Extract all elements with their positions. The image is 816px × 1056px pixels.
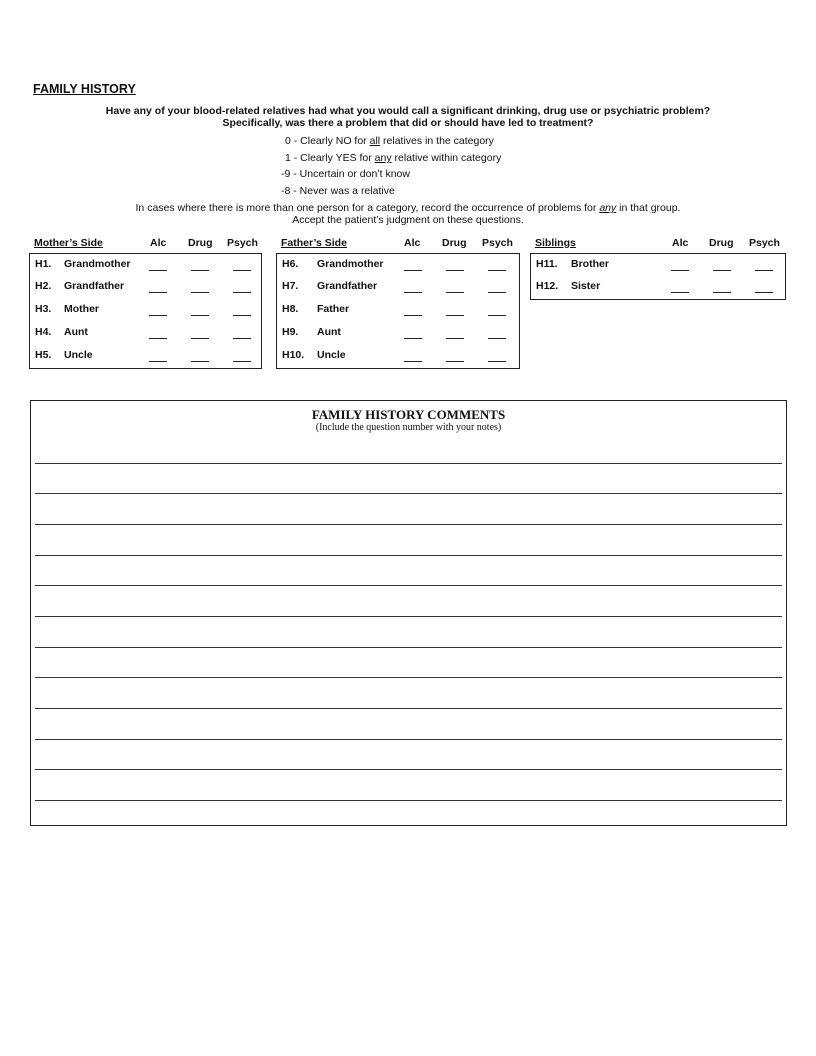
question-line-1: Have any of your blood-related relatives had what you would call a significant drinking, drug use or psychiatric problem? bbox=[105, 105, 711, 117]
row-relative: Father bbox=[317, 303, 350, 315]
mothers-side-header: Mother’s Side bbox=[34, 237, 103, 249]
h2-drug-field[interactable] bbox=[191, 292, 209, 293]
comment-line[interactable] bbox=[35, 585, 782, 586]
h11-drug-field[interactable] bbox=[713, 270, 731, 271]
row-number: H2. bbox=[35, 280, 52, 292]
h4-drug-field[interactable] bbox=[191, 338, 209, 339]
row-number: H7. bbox=[282, 280, 299, 292]
col-psych-1: Psych bbox=[227, 237, 258, 249]
col-psych-2: Psych bbox=[482, 237, 513, 249]
comment-line[interactable] bbox=[35, 616, 782, 617]
row-h9 bbox=[282, 326, 514, 340]
code-minus-8: -8 - Never was a relative bbox=[281, 185, 395, 197]
row-relative: Sister bbox=[571, 280, 601, 292]
col-alc-1: Alc bbox=[150, 237, 167, 249]
row-relative: Mother bbox=[64, 303, 99, 315]
h2-alc-field[interactable] bbox=[149, 292, 167, 293]
row-h6 bbox=[282, 258, 514, 272]
comment-line[interactable] bbox=[35, 493, 782, 494]
h1-drug-field[interactable] bbox=[191, 270, 209, 271]
h5-alc-field[interactable] bbox=[149, 361, 167, 362]
row-relative: Aunt bbox=[64, 326, 88, 338]
h8-psych-field[interactable] bbox=[488, 315, 506, 316]
h10-drug-field[interactable] bbox=[446, 361, 464, 362]
comments-subtitle: (Include the question number with your notes) bbox=[315, 422, 502, 433]
row-relative: Uncle bbox=[317, 349, 346, 361]
h6-drug-field[interactable] bbox=[446, 270, 464, 271]
h4-alc-field[interactable] bbox=[149, 338, 167, 339]
row-h4 bbox=[35, 326, 255, 340]
h6-psych-field[interactable] bbox=[488, 270, 506, 271]
h8-alc-field[interactable] bbox=[404, 315, 422, 316]
comment-line[interactable] bbox=[35, 677, 782, 678]
row-relative: Grandmother bbox=[317, 258, 384, 270]
siblings-header: Siblings bbox=[535, 237, 576, 249]
comment-line[interactable] bbox=[35, 708, 782, 709]
h9-psych-field[interactable] bbox=[488, 338, 506, 339]
h5-drug-field[interactable] bbox=[191, 361, 209, 362]
comments-box bbox=[30, 400, 787, 826]
row-h1 bbox=[35, 258, 255, 272]
fathers-side-header: Father’s Side bbox=[281, 237, 347, 249]
section-title: FAMILY HISTORY bbox=[33, 82, 136, 96]
h3-alc-field[interactable] bbox=[149, 315, 167, 316]
h3-drug-field[interactable] bbox=[191, 315, 209, 316]
row-number: H1. bbox=[35, 258, 52, 270]
col-psych-3: Psych bbox=[749, 237, 780, 249]
row-number: H4. bbox=[35, 326, 52, 338]
col-alc-3: Alc bbox=[672, 237, 689, 249]
h12-drug-field[interactable] bbox=[713, 292, 731, 293]
row-relative: Grandmother bbox=[64, 258, 131, 270]
h1-psych-field[interactable] bbox=[233, 270, 251, 271]
instruction-line-1: In cases where there is more than one person for a category, record the occurrence of problems for any in that group. bbox=[135, 202, 681, 214]
row-h11 bbox=[536, 258, 780, 272]
row-number: H11. bbox=[536, 258, 558, 270]
h11-psych-field[interactable] bbox=[755, 270, 773, 271]
code-0: 0 - Clearly NO for all relatives in the category bbox=[285, 135, 494, 147]
col-drug-3: Drug bbox=[709, 237, 734, 249]
row-number: H9. bbox=[282, 326, 299, 338]
comment-line[interactable] bbox=[35, 800, 782, 801]
comment-line[interactable] bbox=[35, 555, 782, 556]
h12-psych-field[interactable] bbox=[755, 292, 773, 293]
code-minus-9: -9 - Uncertain or don’t know bbox=[281, 168, 410, 180]
row-relative: Uncle bbox=[64, 349, 93, 361]
comment-line[interactable] bbox=[35, 524, 782, 525]
h3-psych-field[interactable] bbox=[233, 315, 251, 316]
instruction-line-2: Accept the patient’s judgment on these questions. bbox=[292, 214, 524, 226]
comment-line[interactable] bbox=[35, 463, 782, 464]
code-1: 1 - Clearly YES for any relative within category bbox=[285, 152, 502, 164]
h7-psych-field[interactable] bbox=[488, 292, 506, 293]
row-h8 bbox=[282, 303, 514, 317]
row-h5 bbox=[35, 349, 255, 363]
row-relative: Grandfather bbox=[64, 280, 125, 292]
row-number: H12. bbox=[536, 280, 559, 292]
h9-drug-field[interactable] bbox=[446, 338, 464, 339]
h4-psych-field[interactable] bbox=[233, 338, 251, 339]
h5-psych-field[interactable] bbox=[233, 361, 251, 362]
row-relative: Aunt bbox=[317, 326, 341, 338]
col-drug-1: Drug bbox=[188, 237, 213, 249]
row-number: H8. bbox=[282, 303, 299, 315]
row-number: H6. bbox=[282, 258, 299, 270]
question-line-2: Specifically, was there a problem that did or should have led to treatment? bbox=[222, 117, 594, 129]
h2-psych-field[interactable] bbox=[233, 292, 251, 293]
row-h10 bbox=[282, 349, 514, 363]
row-h3 bbox=[35, 303, 255, 317]
comment-line[interactable] bbox=[35, 739, 782, 740]
comments-title: FAMILY HISTORY COMMENTS bbox=[311, 407, 506, 422]
h1-alc-field[interactable] bbox=[149, 270, 167, 271]
row-h2 bbox=[35, 280, 255, 294]
row-number: H5. bbox=[35, 349, 52, 361]
h8-drug-field[interactable] bbox=[446, 315, 464, 316]
row-number: H3. bbox=[35, 303, 52, 315]
comment-line[interactable] bbox=[35, 769, 782, 770]
h12-alc-field[interactable] bbox=[671, 292, 689, 293]
row-number: H10. bbox=[282, 349, 305, 361]
h7-drug-field[interactable] bbox=[446, 292, 464, 293]
row-h12 bbox=[536, 280, 780, 294]
h9-alc-field[interactable] bbox=[404, 338, 422, 339]
col-alc-2: Alc bbox=[404, 237, 421, 249]
row-h7 bbox=[282, 280, 514, 294]
h10-psych-field[interactable] bbox=[488, 361, 506, 362]
row-relative: Grandfather bbox=[317, 280, 378, 292]
row-relative: Brother bbox=[571, 258, 609, 270]
h11-alc-field[interactable] bbox=[671, 270, 689, 271]
h6-alc-field[interactable] bbox=[404, 270, 422, 271]
h10-alc-field[interactable] bbox=[404, 361, 422, 362]
col-drug-2: Drug bbox=[442, 237, 467, 249]
h7-alc-field[interactable] bbox=[404, 292, 422, 293]
comment-line[interactable] bbox=[35, 647, 782, 648]
